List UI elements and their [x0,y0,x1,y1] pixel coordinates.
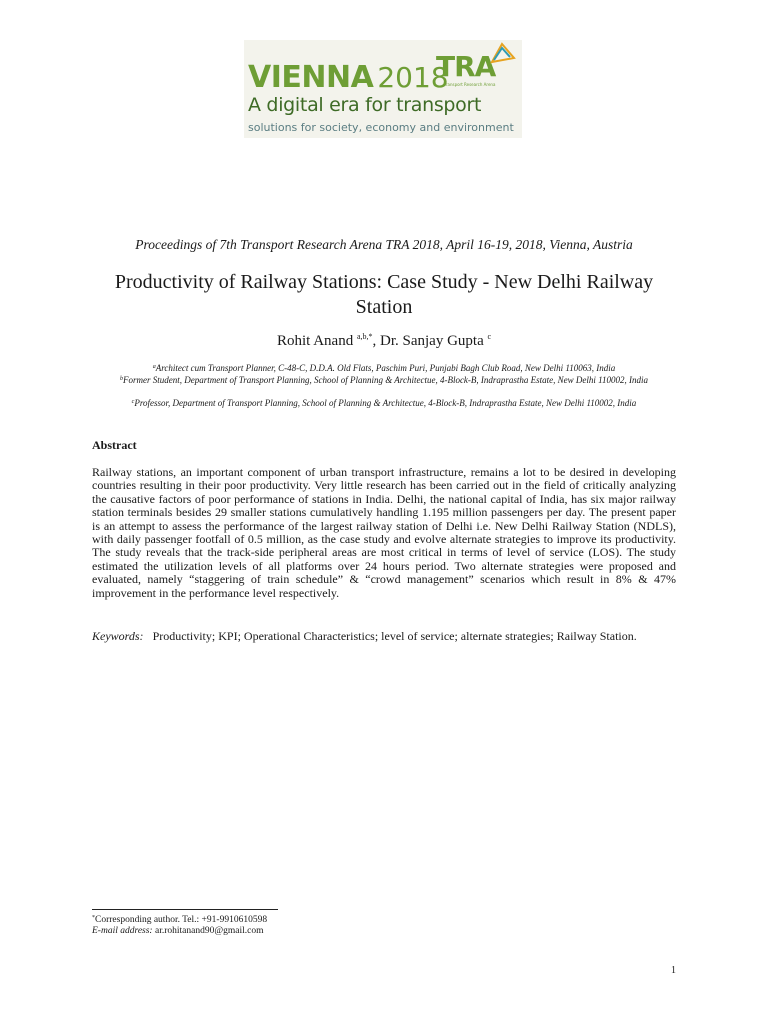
author-name: Rohit Anand [276,333,354,349]
logo-tagline: A digital era for transport [248,94,482,116]
affiliation-mark: a [152,364,156,370]
keywords [92,629,676,644]
conference-logo [244,40,522,138]
affiliation [92,374,676,386]
affiliation-mark: c [131,399,135,405]
logo-year: 2018 [377,61,449,94]
logo-vienna-line [248,60,449,95]
abstract-body: Railway stations, an important component of urban transport infrastructure, remains a lot to be desired in developing countries resulting in their poor productivity. Very little research has been carried out in the field of critically analyzing the causative factors of poor performance of stations in India. Delhi, the national capital of India, has six major railway station terminals besides 29 smaller stations cumulatively handling 1.195 million passengers per day. The present paper is an attempt to assess the performance of the largest railway station of Delhi i.e. New Delhi Railway Station (NDLS), with daily passenger footfall of 0.5 million, as the case study and evolve alternate strategies to improve its productivity. The study reveals that the track-side peripheral areas are most critical in terms of level of service (LOS). The study estimated the utilization levels of all platforms over 24 hours period. Two alternate strategies were proposed and evaluated, namely “staggering of train schedule” & “crowd management” scenarios which result in 8% & 47% improvement in the performance level respectively. [92,465,676,600]
authors [0,332,768,350]
corresponding-author-text: Corresponding author. Tel.: +91-9910610598 [95,915,268,925]
keywords-label: Keywords: [92,629,144,643]
footnote [92,913,267,937]
email-address: ar.rohitanand90@gmail.com [154,926,264,936]
footnote-rule [92,909,278,910]
abstract-heading: Abstract [92,438,137,452]
paper-title: Productivity of Railway Stations: Case Study - New Delhi Railway Station [114,271,654,318]
affiliation-mark: b [119,376,123,382]
affiliation [92,362,676,374]
author-separator: , [372,333,381,349]
keywords-text: Productivity; KPI; Operational Characteristics; level of service; alternate strategies; Railway Station. [152,629,637,643]
logo-subtitle: solutions for society, economy and environment [248,121,514,134]
affiliation-text: Former Student, Department of Transport Planning, School of Planning & Architectue, 4-Block-B, Indraprastha Estate, New Delhi 110002, India [122,375,649,385]
author-name: Dr. Sanjay Gupta [380,333,484,349]
affiliation-text: Professor, Department of Transport Planning, School of Planning & Architectue, 4-Block-B, Indraprastha Estate, New Delhi 110002, India [134,398,637,408]
email-label: E-mail address: [92,926,153,936]
email-line [92,926,267,937]
corresponding-author [92,913,267,926]
logo-tra: TRA [436,50,496,83]
tra-swoosh-icon [488,40,518,68]
affiliation [92,397,676,409]
logo-tra-subtitle: Transport Research Arena [444,82,496,87]
footnote-mark: * [92,915,95,921]
proceedings-line: Proceedings of 7th Transport Research Arena TRA 2018, April 16-19, 2018, Vienna, Austria [135,237,633,252]
page-number: 1 [671,965,676,976]
logo-vienna: VIENNA [248,60,374,95]
author-affiliation-mark: a,b,* [356,332,373,341]
author-affiliation-mark: c [487,332,492,341]
affiliation-text: Architect cum Transport Planner, C-48-C, D.D.A. Old Flats, Paschim Puri, Punjabi Bagh Club Road, New Delhi 110063, India [155,363,616,373]
